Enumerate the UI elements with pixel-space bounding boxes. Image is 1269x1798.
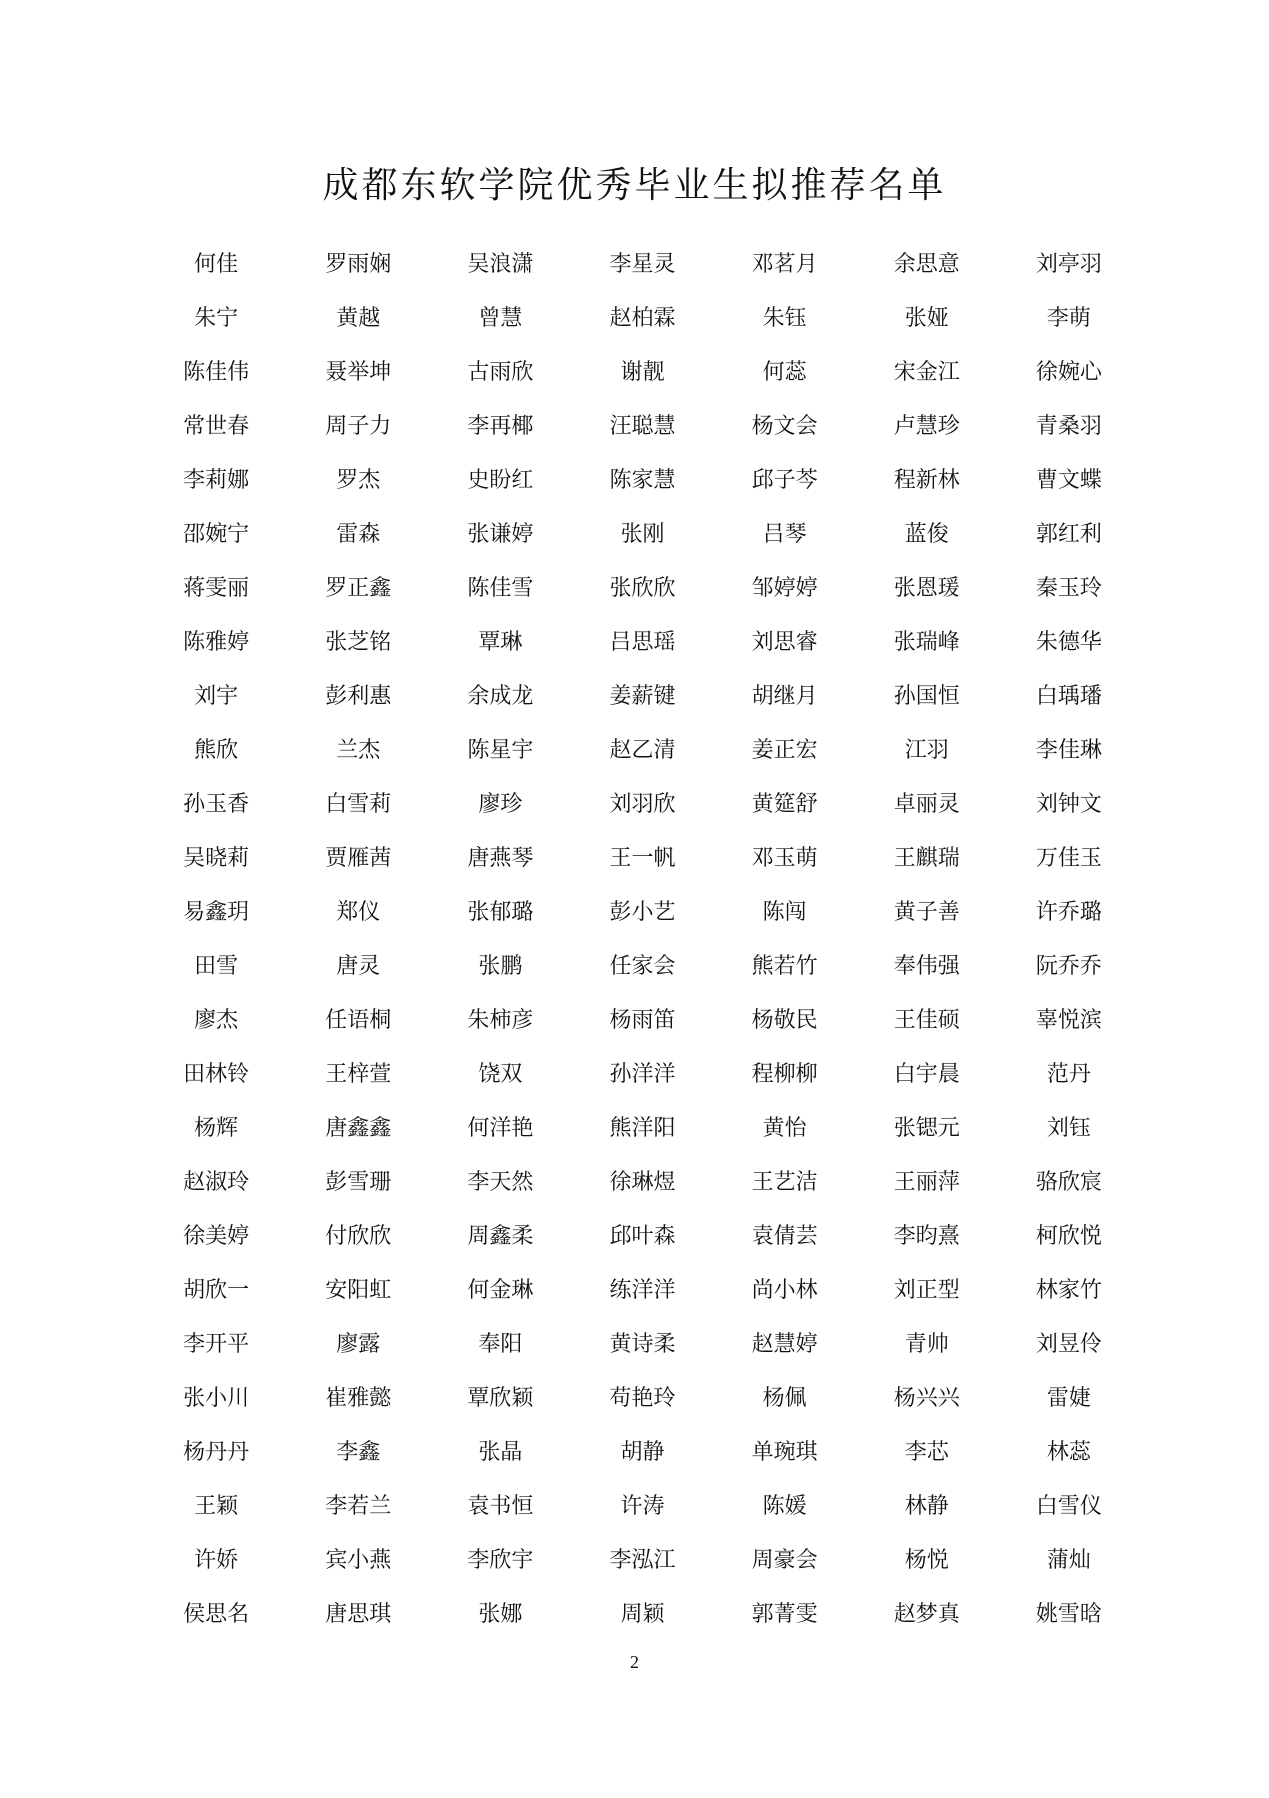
name-cell: 赵淑玲 (183, 1170, 250, 1195)
name-cell: 任语桐 (325, 1008, 392, 1033)
name-cell: 常世春 (183, 414, 250, 439)
name-cell: 雷森 (336, 522, 381, 547)
name-cell: 李开平 (183, 1332, 250, 1357)
name-cell: 崔雅懿 (325, 1386, 392, 1411)
name-cell: 胡欣一 (183, 1278, 250, 1303)
name-cell: 王佳硕 (893, 1008, 960, 1033)
name-cell: 胡静 (620, 1440, 665, 1465)
name-cell: 陈家慧 (609, 468, 676, 493)
name-cell: 杨悦 (904, 1548, 949, 1573)
name-cell: 田林铃 (183, 1062, 250, 1087)
name-cell: 辜悦滨 (1035, 1008, 1102, 1033)
name-cell: 黄诗柔 (609, 1332, 676, 1357)
name-cell: 杨佩 (762, 1386, 807, 1411)
name-cell: 朱德华 (1035, 630, 1102, 655)
name-cell: 杨敬民 (751, 1008, 818, 1033)
name-cell: 何蕊 (762, 360, 807, 385)
name-cell: 张谦婷 (467, 522, 534, 547)
name-cell: 饶双 (478, 1062, 523, 1087)
name-cell: 李天然 (467, 1170, 534, 1195)
name-cell: 赵乙清 (609, 738, 676, 763)
name-cell: 罗雨娴 (325, 252, 392, 277)
name-cell: 曹文蝶 (1035, 468, 1102, 493)
name-cell: 张小川 (183, 1386, 250, 1411)
name-cell: 朱钰 (762, 306, 807, 331)
name-cell: 张娅 (904, 306, 949, 331)
name-cell: 聂举坤 (325, 360, 392, 385)
name-cell: 张鹏 (478, 954, 523, 979)
name-cell: 张恩瑗 (893, 576, 960, 601)
name-cell: 黄筵舒 (751, 792, 818, 817)
name-cell: 宋金江 (893, 360, 960, 385)
name-cell: 覃琳 (478, 630, 523, 655)
name-cell: 古雨欣 (467, 360, 534, 385)
name-cell: 贾雁茜 (325, 846, 392, 871)
name-cell: 李芯 (904, 1440, 949, 1465)
name-cell: 赵梦真 (893, 1602, 960, 1627)
name-cell: 张锶元 (893, 1116, 960, 1141)
name-cell: 秦玉玲 (1035, 576, 1102, 601)
name-cell: 王丽萍 (893, 1170, 960, 1195)
name-cell: 黄子善 (893, 900, 960, 925)
name-cell: 熊若竹 (751, 954, 818, 979)
name-cell: 刘羽欣 (609, 792, 676, 817)
name-cell: 杨辉 (194, 1116, 239, 1141)
name-cell: 王一帆 (609, 846, 676, 871)
name-cell: 蒲灿 (1046, 1548, 1091, 1573)
name-cell: 唐思琪 (325, 1602, 392, 1627)
name-cell: 白宇晨 (893, 1062, 960, 1087)
name-cell: 陈佳雪 (467, 576, 534, 601)
name-cell: 曾慧 (478, 306, 523, 331)
name-cell: 罗正鑫 (325, 576, 392, 601)
name-cell: 刘钟文 (1035, 792, 1102, 817)
name-cell: 陈雅婷 (183, 630, 250, 655)
name-cell: 白雪莉 (325, 792, 392, 817)
name-cell: 万佳玉 (1035, 846, 1102, 871)
name-cell: 吴晓莉 (183, 846, 250, 871)
name-cell: 胡继月 (751, 684, 818, 709)
page-number: 2 (630, 1652, 639, 1672)
name-cell: 刘昱伶 (1035, 1332, 1102, 1357)
name-cell: 覃欣颖 (467, 1386, 534, 1411)
name-cell: 邓玉萌 (751, 846, 818, 871)
name-cell: 杨兴兴 (893, 1386, 960, 1411)
name-cell: 陈闯 (762, 900, 807, 925)
name-cell: 朱柿彦 (467, 1008, 534, 1033)
name-cell: 邱子芩 (751, 468, 818, 493)
name-cell: 兰杰 (336, 738, 381, 763)
name-cell: 侯思名 (183, 1602, 250, 1627)
name-cell: 林蕊 (1046, 1440, 1091, 1465)
name-cell: 白雪仪 (1035, 1494, 1102, 1519)
name-cell: 郑仪 (336, 900, 381, 925)
name-cell: 邹婷婷 (751, 576, 818, 601)
name-cell: 付欣欣 (325, 1224, 392, 1249)
name-cell: 李鑫 (336, 1440, 381, 1465)
name-cell: 唐燕琴 (467, 846, 534, 871)
name-cell: 范丹 (1046, 1062, 1091, 1087)
name-cell: 许娇 (194, 1548, 239, 1573)
name-cell: 孙洋洋 (609, 1062, 676, 1087)
name-cell: 黄越 (336, 306, 381, 331)
name-cell: 李再椰 (467, 414, 534, 439)
name-cell: 周豪会 (751, 1548, 818, 1573)
name-cell: 刘钰 (1046, 1116, 1091, 1141)
name-cell: 许乔璐 (1035, 900, 1102, 925)
name-cell: 李佳琳 (1035, 738, 1102, 763)
name-cell: 李若兰 (325, 1494, 392, 1519)
name-cell: 吕琴 (762, 522, 807, 547)
name-cell: 杨文会 (751, 414, 818, 439)
name-cell: 杨雨笛 (609, 1008, 676, 1033)
name-cell: 何佳 (194, 252, 239, 277)
name-cell: 周颖 (620, 1602, 665, 1627)
name-cell: 郭红利 (1035, 522, 1102, 547)
name-cell: 陈媛 (762, 1494, 807, 1519)
name-cell: 姜薪键 (609, 684, 676, 709)
name-cell: 彭小艺 (609, 900, 676, 925)
name-cell: 任家会 (609, 954, 676, 979)
name-cell: 孙国恒 (893, 684, 960, 709)
name-cell: 周子力 (325, 414, 392, 439)
name-cell: 王麒瑞 (893, 846, 960, 871)
name-cell: 单琬琪 (751, 1440, 818, 1465)
name-cell: 卓丽灵 (893, 792, 960, 817)
name-cell: 吴浪潇 (467, 252, 534, 277)
name-cell: 程新林 (893, 468, 960, 493)
name-cell: 邱叶森 (609, 1224, 676, 1249)
name-cell: 袁书恒 (467, 1494, 534, 1519)
name-cell: 朱宁 (194, 306, 239, 331)
name-cell: 李昀熹 (893, 1224, 960, 1249)
name-cell: 张刚 (620, 522, 665, 547)
name-cell: 刘思睿 (751, 630, 818, 655)
name-cell: 安阳虹 (325, 1278, 392, 1303)
name-cell: 易鑫玥 (183, 900, 250, 925)
name-cell: 张芝铭 (325, 630, 392, 655)
name-cell: 吕思瑶 (609, 630, 676, 655)
name-cell: 袁倩芸 (751, 1224, 818, 1249)
name-list-grid (145, 238, 1140, 1642)
name-cell: 雷婕 (1046, 1386, 1091, 1411)
name-cell: 张娜 (478, 1602, 523, 1627)
name-cell: 熊洋阳 (609, 1116, 676, 1141)
name-cell: 姜正宏 (751, 738, 818, 763)
name-cell: 邓茗月 (751, 252, 818, 277)
name-cell: 陈佳伟 (183, 360, 250, 385)
name-cell: 林家竹 (1035, 1278, 1102, 1303)
name-cell: 孙玉香 (183, 792, 250, 817)
name-cell: 奉阳 (478, 1332, 523, 1357)
name-cell: 阮乔乔 (1035, 954, 1102, 979)
name-cell: 白瑀璠 (1035, 684, 1102, 709)
name-cell: 李莉娜 (183, 468, 250, 493)
name-cell: 田雪 (194, 954, 239, 979)
name-cell: 唐灵 (336, 954, 381, 979)
name-cell: 罗杰 (336, 468, 381, 493)
name-cell: 王艺洁 (751, 1170, 818, 1195)
name-cell: 刘正型 (893, 1278, 960, 1303)
name-cell: 张晶 (478, 1440, 523, 1465)
name-cell: 苟艳玲 (609, 1386, 676, 1411)
name-cell: 李萌 (1046, 306, 1091, 331)
name-cell: 何金琳 (467, 1278, 534, 1303)
name-cell: 彭雪珊 (325, 1170, 392, 1195)
name-cell: 柯欣悦 (1035, 1224, 1102, 1249)
name-cell: 蒋雯丽 (183, 576, 250, 601)
name-cell: 李欣宇 (467, 1548, 534, 1573)
name-cell: 宾小燕 (325, 1548, 392, 1573)
name-cell: 廖珍 (478, 792, 523, 817)
name-cell: 陈星宇 (467, 738, 534, 763)
name-cell: 骆欣宸 (1035, 1170, 1102, 1195)
name-cell: 史盼红 (467, 468, 534, 493)
name-cell: 赵慧婷 (751, 1332, 818, 1357)
name-cell: 刘宇 (194, 684, 239, 709)
name-cell: 王梓萱 (325, 1062, 392, 1087)
name-cell: 王颖 (194, 1494, 239, 1519)
name-cell: 唐鑫鑫 (325, 1116, 392, 1141)
name-cell: 徐琳煜 (609, 1170, 676, 1195)
name-cell: 卢慧珍 (893, 414, 960, 439)
name-cell: 汪聪慧 (609, 414, 676, 439)
name-cell: 练洋洋 (609, 1278, 676, 1303)
name-cell: 程柳柳 (751, 1062, 818, 1087)
name-cell: 徐婉心 (1035, 360, 1102, 385)
name-cell: 林静 (904, 1494, 949, 1519)
name-cell: 刘亭羽 (1035, 252, 1102, 277)
name-cell: 姚雪晗 (1035, 1602, 1102, 1627)
name-cell: 彭利惠 (325, 684, 392, 709)
name-cell: 蓝俊 (904, 522, 949, 547)
name-cell: 赵柏霖 (609, 306, 676, 331)
name-cell: 廖露 (336, 1332, 381, 1357)
name-cell: 奉伟强 (893, 954, 960, 979)
name-cell: 黄怡 (762, 1116, 807, 1141)
name-cell: 张欣欣 (609, 576, 676, 601)
name-cell: 许涛 (620, 1494, 665, 1519)
name-cell: 余思意 (893, 252, 960, 277)
name-cell: 李泓江 (609, 1548, 676, 1573)
name-cell: 郭菁雯 (751, 1602, 818, 1627)
name-cell: 徐美婷 (183, 1224, 250, 1249)
name-cell: 张瑞峰 (893, 630, 960, 655)
name-cell: 青桑羽 (1035, 414, 1102, 439)
name-cell: 周鑫柔 (467, 1224, 534, 1249)
name-cell: 熊欣 (194, 738, 239, 763)
name-cell: 杨丹丹 (183, 1440, 250, 1465)
name-cell: 谢靓 (620, 360, 665, 385)
name-cell: 江羽 (904, 738, 949, 763)
document-title: 成都东软学院优秀毕业生拟推荐名单 (322, 165, 947, 206)
name-cell: 余成龙 (467, 684, 534, 709)
name-cell: 尚小林 (751, 1278, 818, 1303)
name-cell: 青帅 (904, 1332, 949, 1357)
name-cell: 邵婉宁 (183, 522, 250, 547)
name-cell: 李星灵 (609, 252, 676, 277)
name-cell: 何洋艳 (467, 1116, 534, 1141)
name-cell: 张郁璐 (467, 900, 534, 925)
name-cell: 廖杰 (194, 1008, 239, 1033)
